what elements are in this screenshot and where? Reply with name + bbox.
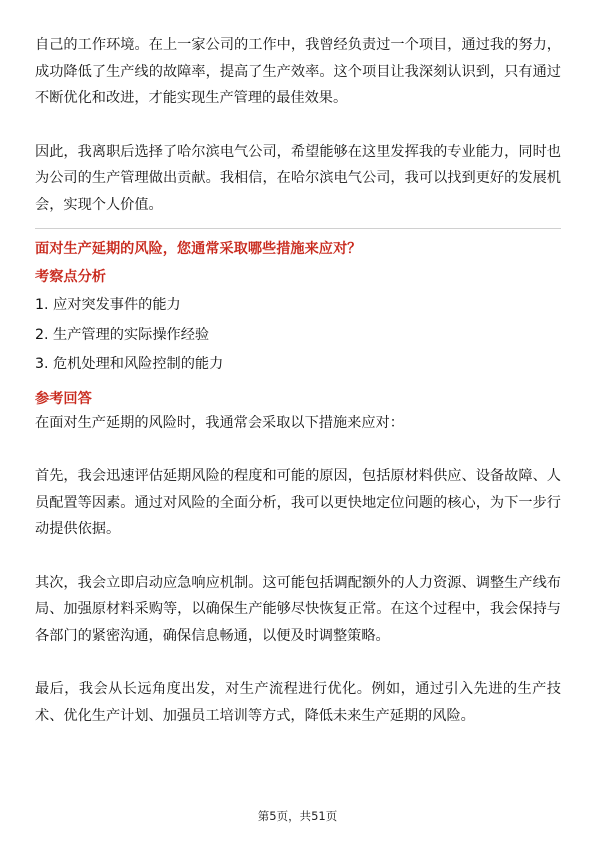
- answer-label: 参考回答: [35, 390, 92, 407]
- answer-paragraph: 其次，我会立即启动应急响应机制。这可能包括调配额外的人力资源、调整生产线布局、加强原材料采购等，以确保生产能够尽快恢复正常。在这个过程中，我会保持与各部门的紧密沟通，确保信息畅通，以便及时调整策略。: [35, 574, 561, 644]
- paragraph-spacer: [35, 543, 561, 570]
- page-number: 第5页，共51页: [257, 809, 338, 823]
- paragraph-spacer: [35, 649, 561, 676]
- answer-intro: 在面对生产延期的风险时，我通常会采取以下措施来应对：: [35, 414, 404, 431]
- section-divider: [35, 228, 561, 229]
- analysis-point: 2. 生产管理的实际操作经验: [35, 326, 210, 343]
- paragraph-spacer: [35, 112, 561, 139]
- document-page: [35, 32, 561, 729]
- intro-paragraph: 因此，我离职后选择了哈尔滨电气公司，希望能够在这里发挥我的专业能力，同时也为公司的生产管理做出贡献。我相信，在哈尔滨电气公司，我可以找到更好的发展机会，实现个人价值。: [35, 143, 561, 213]
- answer-paragraph: 最后，我会从长远角度出发，对生产流程进行优化。例如，通过引入先进的生产技术、优化生产计划、加强员工培训等方式，降低未来生产延期的风险。: [35, 681, 561, 724]
- analysis-point: 1. 应对突发事件的能力: [35, 297, 181, 313]
- answer-paragraph: 首先，我会迅速评估延期风险的程度和可能的原因，包括原材料供应、设备故障、人员配置等因素。通过对风险的全面分析，我可以更快地定位问题的核心，为下一步行动提供依据。: [35, 468, 561, 537]
- analysis-label: 考察点分析: [35, 269, 106, 285]
- question-title: 面对生产延期的风险，您通常采取哪些措施来应对？: [35, 241, 362, 257]
- intro-paragraph: 自己的工作环境。在上一家公司的工作中，我曾经负责过一个项目，通过我的努力，成功降低了生产线的故障率，提高了生产效率。这个项目让我深刻认识到，只有通过不断优化和改进，才能实现生产管理的最佳效果。: [35, 37, 561, 106]
- analysis-point: 3. 危机处理和风险控制的能力: [35, 356, 224, 372]
- analysis-points: [35, 291, 561, 380]
- paragraph-spacer: [35, 436, 561, 463]
